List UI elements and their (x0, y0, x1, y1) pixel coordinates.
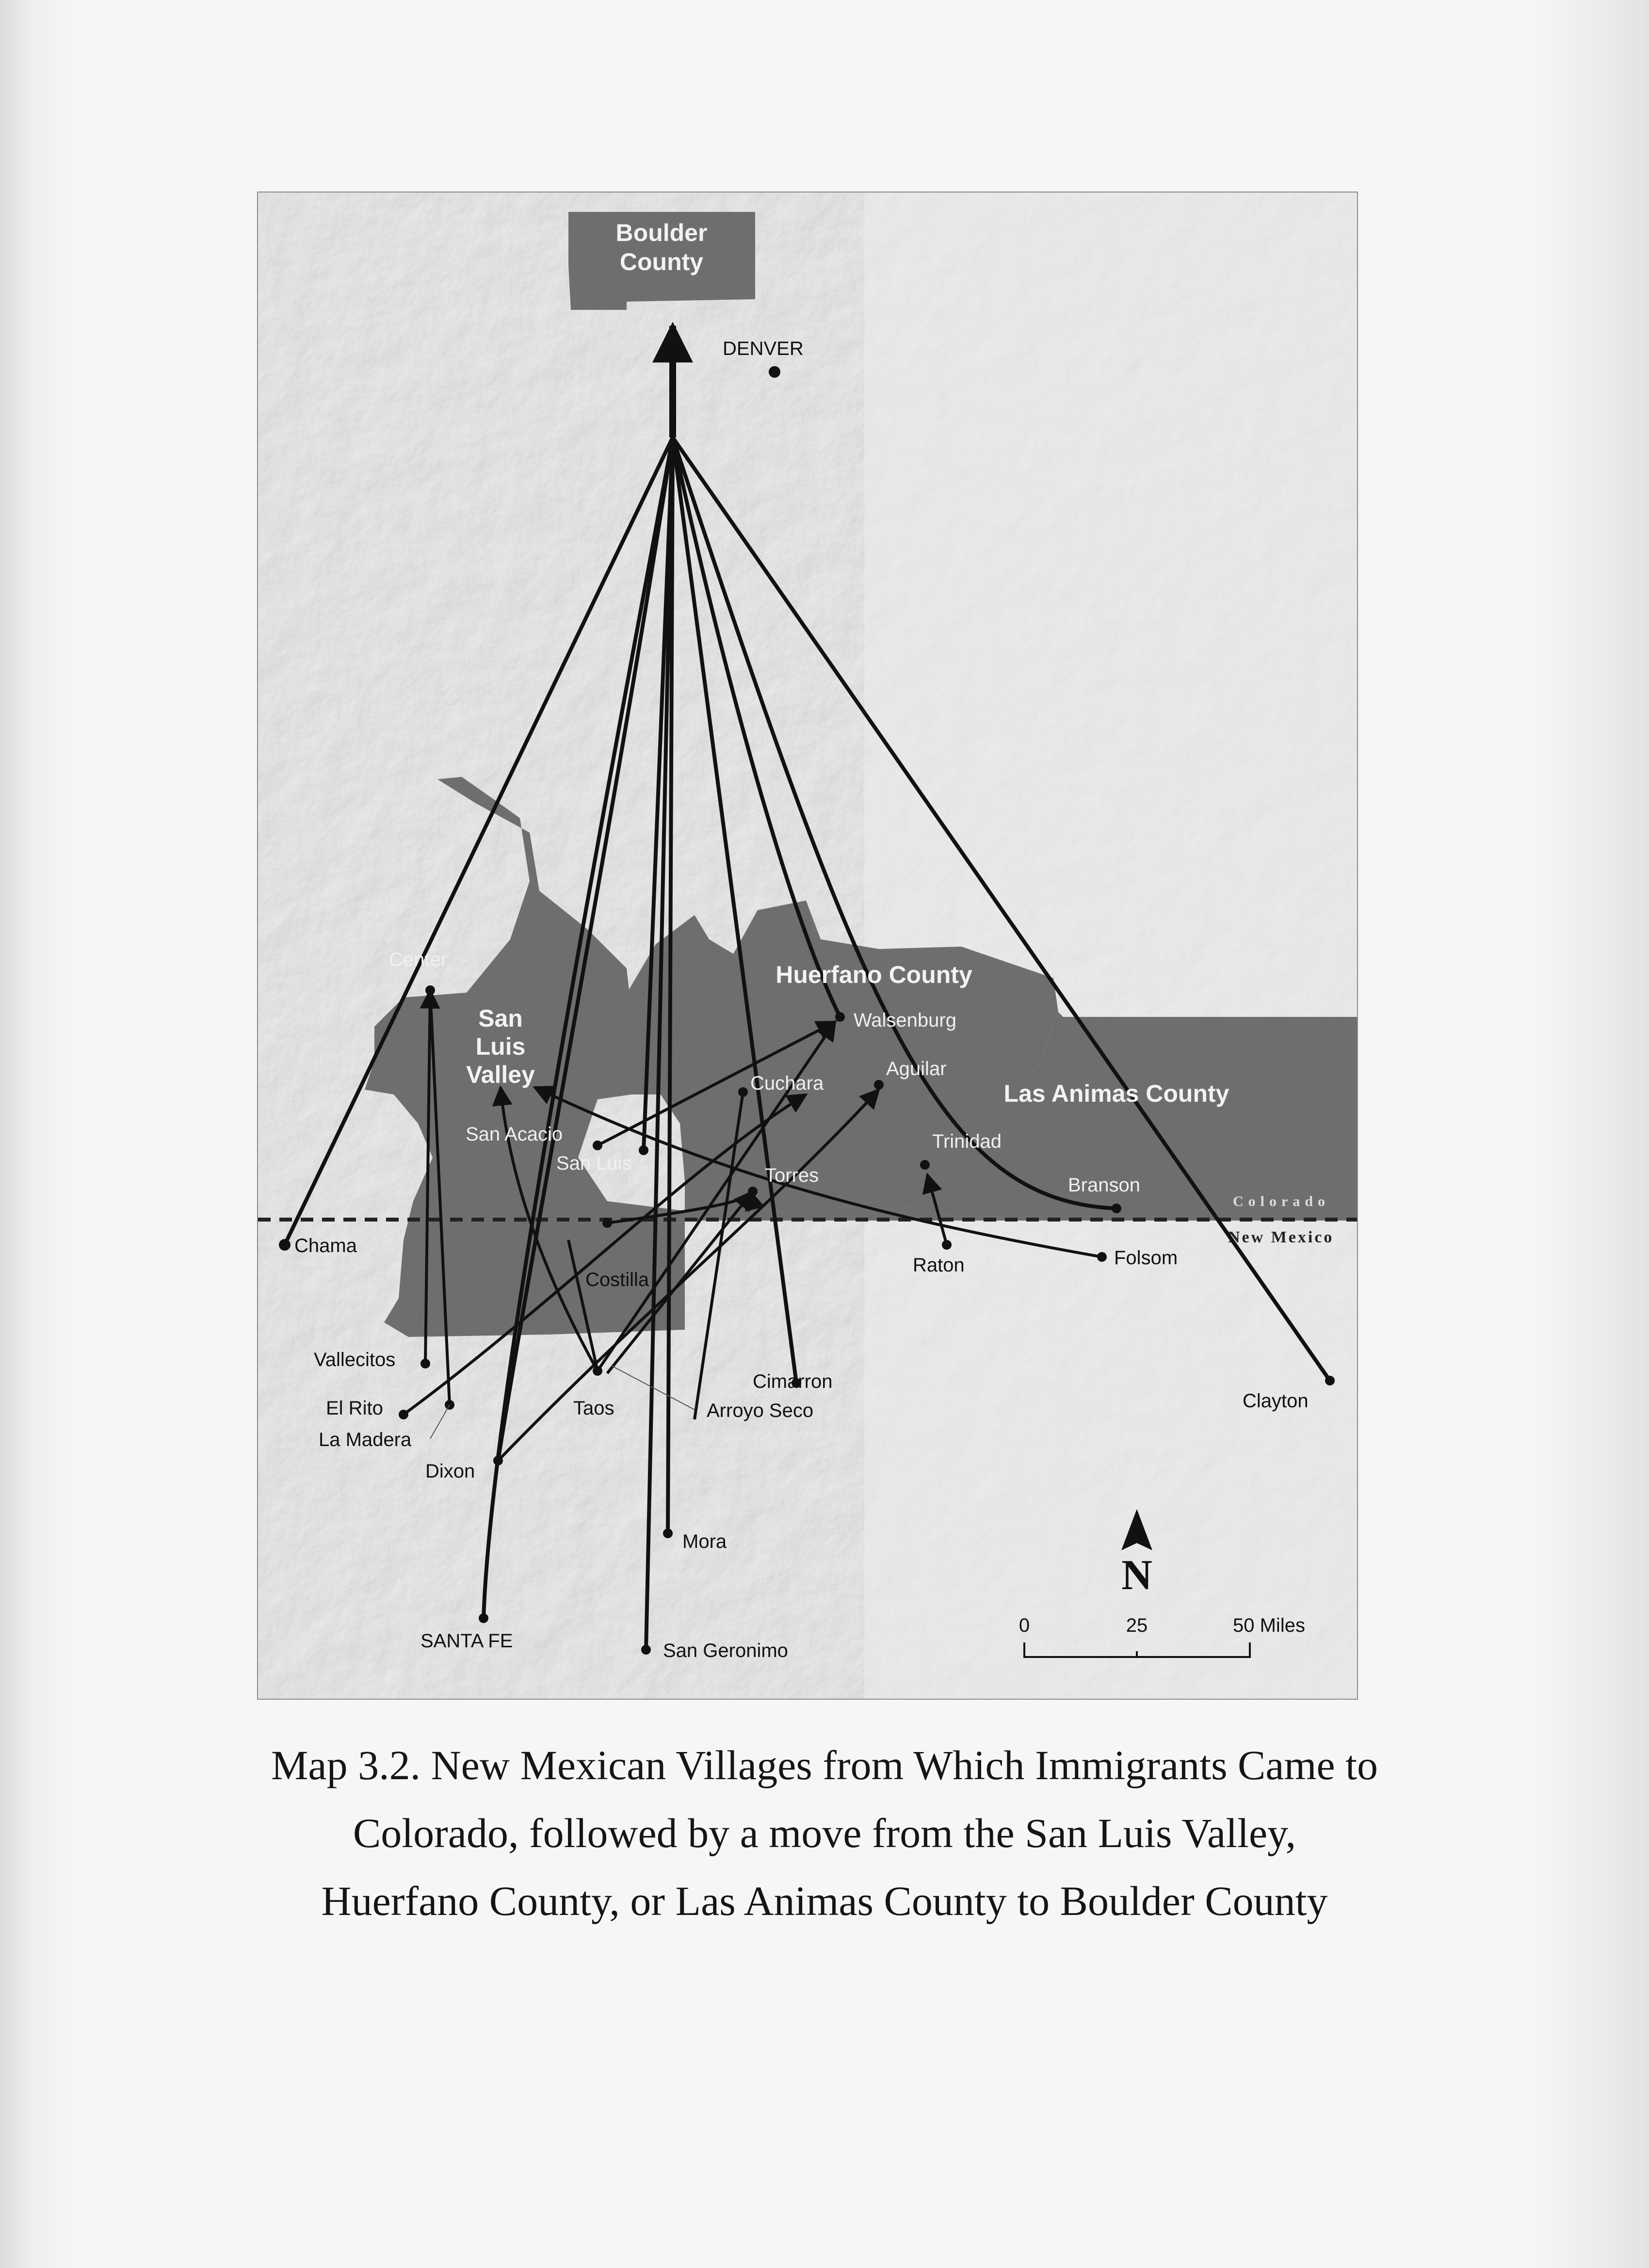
san-geronimo-label: San Geronimo (663, 1640, 788, 1661)
plains-wash (864, 193, 1358, 1700)
new-mexico-label: New Mexico (1228, 1228, 1334, 1246)
cuchara-point (738, 1087, 748, 1097)
trinidad-label: Trinidad (932, 1131, 1002, 1152)
san-geronimo-point (641, 1645, 651, 1655)
santa-fe-point (479, 1613, 488, 1623)
north-arrow-label: N (1121, 1552, 1152, 1599)
folsom-label: Folsom (1114, 1247, 1178, 1269)
denver-point (769, 366, 780, 378)
raton-label: Raton (913, 1255, 965, 1276)
dixon-point (493, 1456, 503, 1465)
caption-line-1: Map 3.2. New Mexican Villages from Which Immigrants Came to (271, 1742, 1378, 1788)
arroyo-seco-label: Arroyo Seco (707, 1400, 814, 1421)
vallecitos-point (420, 1359, 430, 1368)
clayton-label: Clayton (1243, 1390, 1309, 1412)
map-svg (258, 193, 1358, 1700)
region-label-line: San (478, 1005, 523, 1032)
scale-label-0: 0 (1018, 1615, 1030, 1636)
mora-label: Mora (682, 1531, 727, 1552)
la-madera-label: La Madera (319, 1429, 412, 1450)
cuchara-label: Cuchara (750, 1073, 824, 1094)
branson-label: Branson (1068, 1174, 1140, 1196)
scale-label-25: 25 (1126, 1615, 1148, 1636)
region-label-line: Boulder (615, 219, 708, 246)
caption-line-3: Huerfano County, or Las Animas County to Boulder County (321, 1878, 1328, 1924)
taos-point (593, 1366, 602, 1376)
walsenburg-point (835, 1012, 845, 1022)
region-label-line: Valley (466, 1061, 535, 1088)
map (257, 192, 1358, 1700)
center-label: Center (389, 949, 448, 970)
dixon-label: Dixon (425, 1461, 475, 1482)
san-luis-label: San Luis (556, 1153, 632, 1174)
region-label-line: Luis (475, 1033, 526, 1060)
san-acacio-point (593, 1141, 602, 1150)
el-rito-point (399, 1410, 408, 1419)
trinidad-point (920, 1160, 930, 1170)
las-animas-county-label: Las Animas County (1003, 1080, 1229, 1107)
caption-line-2: Colorado, followed by a move from the San Luis Valley, (353, 1810, 1296, 1856)
santa-fe-label: SANTA FE (420, 1630, 513, 1652)
vallecitos-label: Vallecitos (314, 1349, 396, 1370)
folsom-point (1097, 1252, 1107, 1262)
aguilar-point (874, 1080, 884, 1090)
denver-label: DENVER (723, 338, 804, 359)
chama-point (279, 1239, 291, 1251)
raton-point (942, 1240, 952, 1250)
region-label-line: County (619, 248, 704, 275)
chama-label: Chama (294, 1235, 357, 1256)
san-acacio-label: San Acacio (466, 1124, 563, 1145)
center-point (425, 985, 435, 995)
mora-point (663, 1528, 673, 1538)
branson-point (1112, 1204, 1121, 1213)
costilla-label: Costilla (585, 1269, 649, 1290)
el-rito-label: El Rito (326, 1398, 383, 1419)
huerfano-county-label: Huerfano County (776, 961, 972, 988)
cimarron-label: Cimarron (753, 1371, 833, 1392)
taos-label: Taos (573, 1398, 614, 1419)
clayton-point (1325, 1376, 1335, 1385)
walsenburg-label: Walsenburg (854, 1010, 956, 1031)
torres-label: Torres (765, 1165, 819, 1186)
torres-point (748, 1187, 758, 1196)
scale-label-50: 50 Miles (1233, 1615, 1305, 1636)
costilla-point (602, 1218, 612, 1228)
san-luis-point (639, 1145, 648, 1155)
colorado-label: Colorado (1233, 1193, 1330, 1209)
map-caption (146, 1731, 1504, 1935)
aguilar-label: Aguilar (886, 1058, 947, 1079)
